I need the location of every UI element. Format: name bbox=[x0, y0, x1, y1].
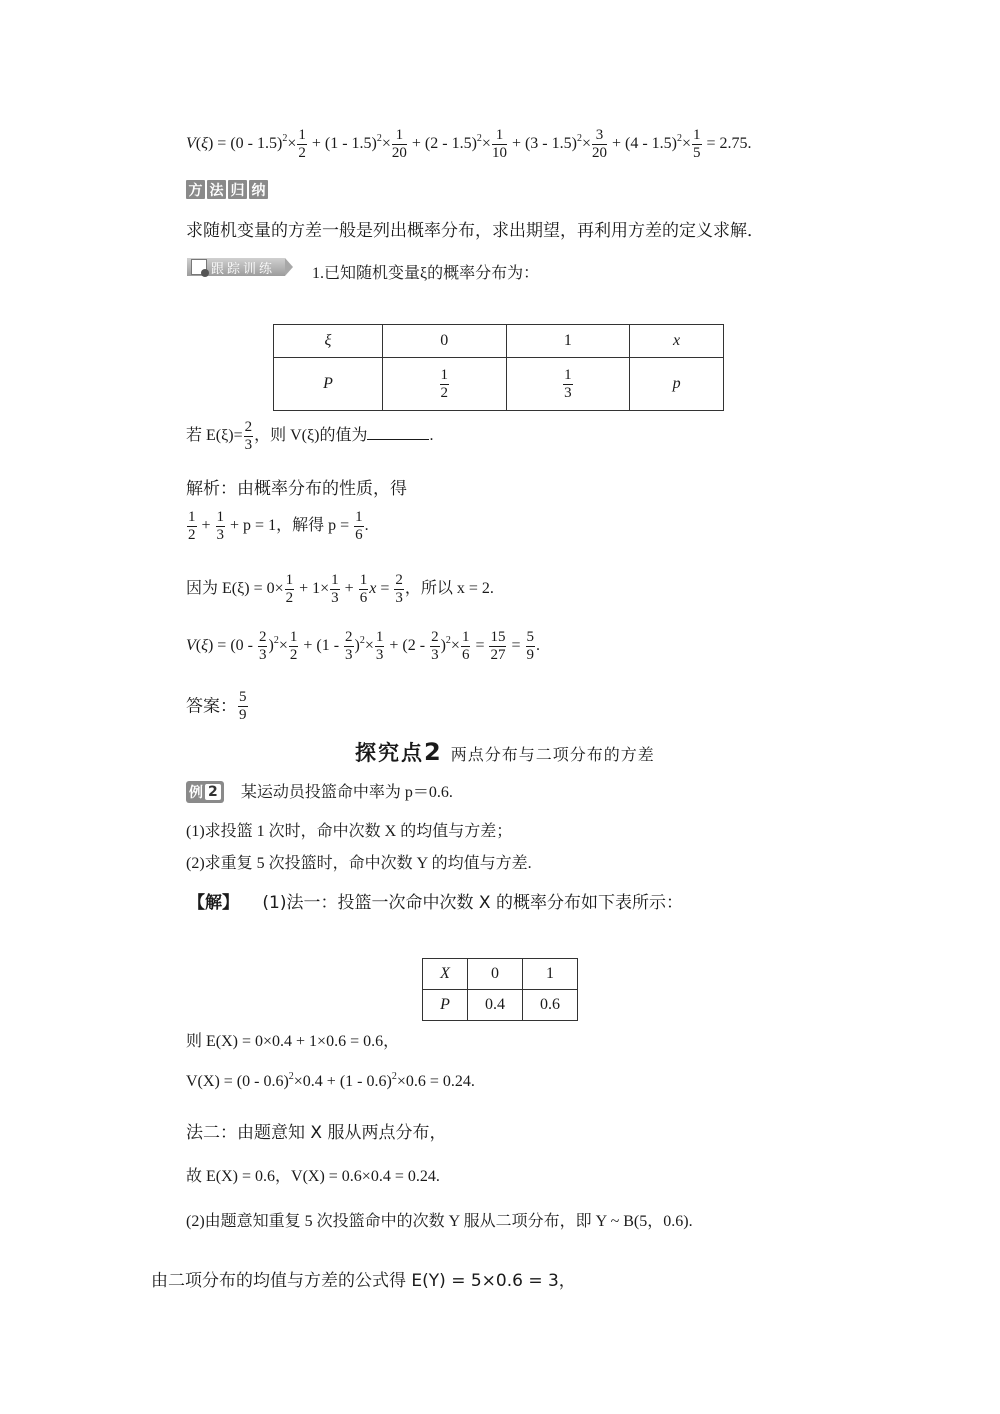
example-2-question-1: (1)求投篮 1 次时，命中次数 X 的均值与方差； bbox=[186, 823, 513, 840]
checklist-icon bbox=[191, 259, 207, 275]
table-cell: 0 bbox=[468, 959, 523, 990]
table-cell: ξ bbox=[274, 325, 383, 358]
badge-char: 方 bbox=[186, 180, 205, 199]
table-cell: $\frac{1}{3}$ bbox=[506, 358, 630, 411]
fraction: $\frac{3}{20}$ bbox=[591, 127, 607, 161]
solution-2-method-1: 【解】 (1)法一：投篮一次命中次数 X 的概率分布如下表所示： bbox=[188, 893, 683, 913]
exercise-1-prompt: 1.已知随机变量ξ的概率分布为： bbox=[312, 265, 540, 282]
table-cell: 0.4 bbox=[468, 990, 523, 1021]
table-cell: 0 bbox=[382, 325, 506, 358]
example-badge: 例 2 bbox=[186, 781, 224, 803]
table-cell: p bbox=[630, 358, 724, 411]
table-cell: P bbox=[274, 358, 383, 411]
fraction: $\frac{1}{2}$ bbox=[298, 127, 306, 161]
method-2-line: 法二：由题意知 X 服从两点分布， bbox=[186, 1123, 447, 1143]
badge-char: 法 bbox=[207, 180, 226, 199]
fraction: $\frac{1}{20}$ bbox=[391, 127, 407, 161]
method-summary-text: 求随机变量的方差一般是列出概率分布，求出期望，再利用方差的定义求解． bbox=[186, 221, 764, 241]
expectation-equation: 因为 E(ξ) = 0× $\frac{1}{2}$ + 1× $\frac{1}{3}$ + $\frac{1}{6}$ x = $\frac{2}{3}$ ，所以 x = 2. bbox=[186, 572, 494, 606]
table-cell: X bbox=[423, 959, 468, 990]
distribution-table-xi bbox=[273, 324, 724, 411]
analysis-text: 解析：由概率分布的性质，得 bbox=[186, 479, 407, 499]
variance-x-line: V(X) = (0 - 0.6)$^2$×0.4 + (1 - 0.6)$^2$×0.6 = 0.24. bbox=[186, 1071, 475, 1090]
table-cell: P bbox=[423, 990, 468, 1021]
table-row bbox=[274, 358, 724, 411]
distribution-table-x bbox=[422, 958, 578, 1021]
tracking-exercise-badge: 跟踪训练 bbox=[187, 258, 285, 276]
table-cell: $\frac{1}{2}$ bbox=[382, 358, 506, 411]
binomial-formula-line: 由二项分布的均值与方差的公式得 E(Y) = 5×0.6 = 3， bbox=[151, 1271, 576, 1291]
fraction: $\frac{1}{5}$ bbox=[693, 127, 701, 161]
method-summary-badge bbox=[186, 180, 268, 199]
example-2-question-2: (2)求重复 5 次投篮时，命中次数 Y 的均值与方差. bbox=[186, 855, 532, 872]
badge-char: 归 bbox=[228, 180, 247, 199]
variance-formula-line: V(ξ) = (0 - 1.5)$^2$× $\frac{1}{2}$ + (1 - 1.5)$^2$× $\frac{1}{20}$ + (2 - 1.5)$^2$× $\frac{1}{10}$ + (3 - 1.5)$^2$× $\frac{3}{20}$ + (4 - 1.5)$^2$× $\frac{1}{5}$ = 2.75. bbox=[186, 127, 752, 161]
fraction: $\frac{1}{10}$ bbox=[491, 127, 507, 161]
method-2-result: 故 E(X) = 0.6，V(X) = 0.6×0.4 = 0.24. bbox=[186, 1168, 440, 1185]
table-cell: 1 bbox=[523, 959, 578, 990]
badge-char: 纳 bbox=[249, 180, 268, 199]
section-heading: 探究点2 两点分布与二项分布的方差 bbox=[355, 738, 655, 766]
table-row bbox=[274, 325, 724, 358]
table-cell: 0.6 bbox=[523, 990, 578, 1021]
table-cell: 1 bbox=[506, 325, 630, 358]
table-row bbox=[423, 959, 578, 990]
part-2-line: (2)由题意知重复 5 次投篮命中的次数 Y 服从二项分布，即 Y ~ B(5，0.6). bbox=[186, 1213, 693, 1230]
probability-sum-equation: $\frac{1}{2}$ + $\frac{1}{3}$ + p = 1，解得 p = $\frac{1}{6}$ . bbox=[188, 509, 369, 543]
variance-equation-xi: V(ξ) = (0 - $\frac{2}{3}$ )$^2$× $\frac{1}{2}$ + (1 - $\frac{2}{3}$ )$^2$× $\frac{1}{3}$ + (2 - $\frac{2}{3}$ )$^2$× $\frac{1}{6}$ = $\frac{15}{27}$ = $\frac{5}{9}$ . bbox=[186, 629, 540, 663]
table-cell: x bbox=[630, 325, 724, 358]
answer-line: 答案： $\frac{5}{9}$ bbox=[186, 689, 247, 723]
example-2-header: 例 2 某运动员投篮命中率为 p＝0.6. bbox=[186, 779, 453, 803]
exercise-1-question: 若 E(ξ)= $\frac{2}{3}$ ，则 V(ξ)的值为 . bbox=[186, 419, 434, 453]
table-row bbox=[423, 990, 578, 1021]
answer-blank bbox=[367, 425, 429, 440]
expectation-x-line: 则 E(X) = 0×0.4 + 1×0.6 = 0.6， bbox=[186, 1033, 400, 1050]
